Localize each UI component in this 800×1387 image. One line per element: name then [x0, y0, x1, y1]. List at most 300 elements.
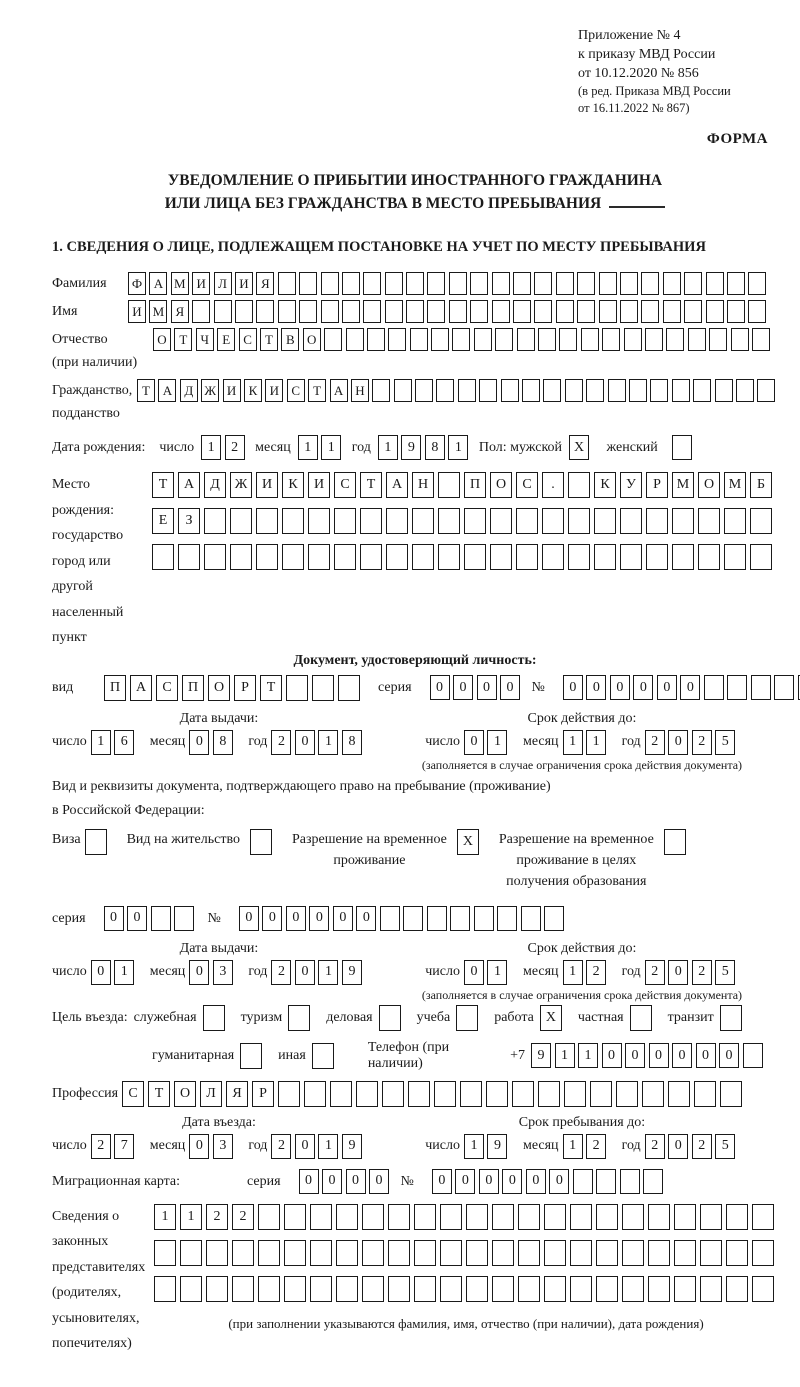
char-cell[interactable]: [648, 1240, 670, 1266]
char-cell[interactable]: 7: [114, 1134, 134, 1159]
char-cell[interactable]: П: [104, 675, 126, 701]
char-cell[interactable]: 2: [692, 730, 712, 755]
char-cell[interactable]: 1: [586, 730, 606, 755]
char-cell[interactable]: [666, 328, 684, 351]
char-cell[interactable]: [427, 272, 445, 295]
char-cell[interactable]: [464, 508, 486, 534]
expiry-day-cells[interactable]: [464, 730, 511, 755]
char-cell[interactable]: [620, 508, 642, 534]
char-cell[interactable]: 1: [563, 1134, 583, 1159]
char-cell[interactable]: 1: [154, 1204, 176, 1230]
char-cell[interactable]: А: [178, 472, 200, 498]
char-cell[interactable]: [427, 300, 445, 323]
char-cell[interactable]: [542, 544, 564, 570]
char-cell[interactable]: 1: [180, 1204, 202, 1230]
birth-day-cells[interactable]: [201, 435, 248, 460]
char-cell[interactable]: [408, 1081, 430, 1107]
char-cell[interactable]: Ж: [201, 379, 219, 402]
char-cell[interactable]: 0: [432, 1169, 452, 1194]
char-cell[interactable]: [704, 675, 724, 700]
char-cell[interactable]: [336, 1204, 358, 1230]
char-cell[interactable]: [570, 1204, 592, 1230]
char-cell[interactable]: [338, 675, 360, 701]
char-cell[interactable]: [385, 272, 403, 295]
char-cell[interactable]: 1: [378, 435, 398, 460]
char-cell[interactable]: [492, 1204, 514, 1230]
goal-tourism-checkbox[interactable]: [288, 1005, 314, 1031]
char-cell[interactable]: [206, 1276, 228, 1302]
char-cell[interactable]: М: [171, 272, 189, 295]
char-cell[interactable]: [403, 906, 423, 931]
char-cell[interactable]: 0: [500, 675, 520, 700]
char-cell[interactable]: [414, 1204, 436, 1230]
char-cell[interactable]: [346, 328, 364, 351]
char-cell[interactable]: Т: [137, 379, 155, 402]
char-cell[interactable]: [517, 328, 535, 351]
char-cell[interactable]: М: [672, 472, 694, 498]
char-cell[interactable]: [282, 508, 304, 534]
char-cell[interactable]: 0: [668, 730, 688, 755]
arrival-month-cells[interactable]: [189, 1134, 236, 1159]
char-cell[interactable]: [544, 1276, 566, 1302]
surname-cells[interactable]: [128, 272, 770, 295]
doc-kind-cells[interactable]: [104, 675, 364, 701]
char-cell[interactable]: [342, 300, 360, 323]
char-cell[interactable]: 0: [189, 960, 209, 985]
char-cell[interactable]: Т: [308, 379, 326, 402]
char-cell[interactable]: 0: [464, 960, 484, 985]
char-cell[interactable]: [522, 379, 540, 402]
char-cell[interactable]: 0: [680, 675, 700, 700]
char-cell[interactable]: 9: [487, 1134, 507, 1159]
char-cell[interactable]: [727, 272, 745, 295]
char-cell[interactable]: Я: [256, 272, 274, 295]
char-cell[interactable]: [497, 906, 517, 931]
char-cell[interactable]: [386, 544, 408, 570]
char-cell[interactable]: [388, 328, 406, 351]
char-cell[interactable]: [394, 379, 412, 402]
stay-month-cells[interactable]: [563, 1134, 610, 1159]
char-cell[interactable]: [388, 1204, 410, 1230]
char-cell[interactable]: [336, 1240, 358, 1266]
char-cell[interactable]: 0: [455, 1169, 475, 1194]
char-cell[interactable]: 0: [104, 906, 124, 931]
char-cell[interactable]: [724, 508, 746, 534]
char-cell[interactable]: [559, 328, 577, 351]
char-cell[interactable]: О: [303, 328, 321, 351]
char-cell[interactable]: К: [282, 472, 304, 498]
char-cell[interactable]: [544, 906, 564, 931]
char-cell[interactable]: [518, 1204, 540, 1230]
char-cell[interactable]: [724, 544, 746, 570]
char-cell[interactable]: 0: [602, 1043, 622, 1068]
char-cell[interactable]: [643, 1169, 663, 1194]
temp-residence-checkbox[interactable]: [457, 829, 483, 855]
char-cell[interactable]: [154, 1276, 176, 1302]
char-cell[interactable]: [406, 300, 424, 323]
char-cell[interactable]: [596, 1240, 618, 1266]
char-cell[interactable]: [321, 300, 339, 323]
char-cell[interactable]: 0: [672, 1043, 692, 1068]
char-cell[interactable]: [85, 829, 107, 855]
char-cell[interactable]: [518, 1276, 540, 1302]
char-cell[interactable]: [608, 379, 626, 402]
char-cell[interactable]: [192, 300, 210, 323]
char-cell[interactable]: [538, 1081, 560, 1107]
doc-series-cells[interactable]: [430, 675, 524, 700]
residence-number-cells[interactable]: [239, 906, 568, 931]
char-cell[interactable]: [752, 1240, 774, 1266]
migration-series-cells[interactable]: [299, 1169, 393, 1194]
char-cell[interactable]: [474, 906, 494, 931]
char-cell[interactable]: 0: [696, 1043, 716, 1068]
char-cell[interactable]: 5: [715, 960, 735, 985]
char-cell[interactable]: [490, 544, 512, 570]
char-cell[interactable]: X: [569, 435, 589, 460]
char-cell[interactable]: [308, 508, 330, 534]
char-cell[interactable]: [700, 1204, 722, 1230]
char-cell[interactable]: [154, 1240, 176, 1266]
char-cell[interactable]: 1: [563, 730, 583, 755]
representatives-cells-row3[interactable]: [154, 1276, 778, 1302]
char-cell[interactable]: [674, 1240, 696, 1266]
char-cell[interactable]: [556, 300, 574, 323]
char-cell[interactable]: 1: [487, 730, 507, 755]
char-cell[interactable]: Ч: [196, 328, 214, 351]
char-cell[interactable]: 5: [715, 1134, 735, 1159]
char-cell[interactable]: О: [208, 675, 230, 701]
char-cell[interactable]: [581, 328, 599, 351]
char-cell[interactable]: [232, 1276, 254, 1302]
char-cell[interactable]: [752, 328, 770, 351]
char-cell[interactable]: [379, 1005, 401, 1031]
char-cell[interactable]: А: [130, 675, 152, 701]
char-cell[interactable]: [479, 379, 497, 402]
char-cell[interactable]: [674, 1276, 696, 1302]
expiry-year-cells[interactable]: [645, 730, 739, 755]
char-cell[interactable]: [380, 906, 400, 931]
char-cell[interactable]: [449, 272, 467, 295]
char-cell[interactable]: [641, 300, 659, 323]
char-cell[interactable]: [594, 544, 616, 570]
char-cell[interactable]: 2: [271, 1134, 291, 1159]
char-cell[interactable]: [646, 508, 668, 534]
goal-transit-checkbox[interactable]: [720, 1005, 746, 1031]
char-cell[interactable]: [278, 300, 296, 323]
char-cell[interactable]: И: [223, 379, 241, 402]
char-cell[interactable]: [698, 508, 720, 534]
char-cell[interactable]: [743, 1043, 763, 1068]
char-cell[interactable]: [440, 1276, 462, 1302]
goal-business-checkbox[interactable]: [379, 1005, 405, 1031]
char-cell[interactable]: [672, 508, 694, 534]
char-cell[interactable]: [362, 1240, 384, 1266]
expiry-month-cells[interactable]: [563, 730, 610, 755]
char-cell[interactable]: [538, 328, 556, 351]
char-cell[interactable]: [492, 1240, 514, 1266]
char-cell[interactable]: 0: [369, 1169, 389, 1194]
char-cell[interactable]: [304, 1081, 326, 1107]
birth-month-cells[interactable]: [298, 435, 345, 460]
char-cell[interactable]: 0: [477, 675, 497, 700]
char-cell[interactable]: 2: [271, 730, 291, 755]
char-cell[interactable]: 0: [625, 1043, 645, 1068]
char-cell[interactable]: [501, 379, 519, 402]
char-cell[interactable]: [278, 1081, 300, 1107]
char-cell[interactable]: [386, 508, 408, 534]
char-cell[interactable]: [556, 272, 574, 295]
char-cell[interactable]: 2: [232, 1204, 254, 1230]
char-cell[interactable]: [230, 508, 252, 534]
char-cell[interactable]: 2: [645, 730, 665, 755]
char-cell[interactable]: С: [334, 472, 356, 498]
char-cell[interactable]: [564, 1081, 586, 1107]
char-cell[interactable]: [720, 1005, 742, 1031]
char-cell[interactable]: 1: [318, 730, 338, 755]
char-cell[interactable]: [568, 544, 590, 570]
char-cell[interactable]: [715, 379, 733, 402]
char-cell[interactable]: [412, 508, 434, 534]
char-cell[interactable]: 1: [201, 435, 221, 460]
char-cell[interactable]: [727, 675, 747, 700]
char-cell[interactable]: [616, 1081, 638, 1107]
char-cell[interactable]: [334, 544, 356, 570]
char-cell[interactable]: [299, 272, 317, 295]
char-cell[interactable]: [599, 272, 617, 295]
char-cell[interactable]: 8: [342, 730, 362, 755]
char-cell[interactable]: [330, 1081, 352, 1107]
char-cell[interactable]: [310, 1276, 332, 1302]
char-cell[interactable]: [622, 1276, 644, 1302]
char-cell[interactable]: [700, 1240, 722, 1266]
char-cell[interactable]: Н: [412, 472, 434, 498]
char-cell[interactable]: [518, 1240, 540, 1266]
char-cell[interactable]: [360, 508, 382, 534]
char-cell[interactable]: 2: [645, 960, 665, 985]
residence-issue-day-cells[interactable]: [91, 960, 138, 985]
char-cell[interactable]: [388, 1276, 410, 1302]
birth-place-cells-row1[interactable]: [152, 472, 776, 498]
char-cell[interactable]: 0: [586, 675, 606, 700]
char-cell[interactable]: [731, 328, 749, 351]
char-cell[interactable]: А: [149, 272, 167, 295]
char-cell[interactable]: [214, 300, 232, 323]
char-cell[interactable]: Т: [174, 328, 192, 351]
char-cell[interactable]: X: [457, 829, 479, 855]
goal-study-checkbox[interactable]: [456, 1005, 482, 1031]
char-cell[interactable]: [412, 544, 434, 570]
char-cell[interactable]: [256, 508, 278, 534]
char-cell[interactable]: [449, 300, 467, 323]
arrival-year-cells[interactable]: [271, 1134, 365, 1159]
char-cell[interactable]: [684, 272, 702, 295]
goal-other-checkbox[interactable]: [312, 1043, 338, 1069]
char-cell[interactable]: [521, 906, 541, 931]
char-cell[interactable]: [648, 1204, 670, 1230]
char-cell[interactable]: 9: [342, 960, 362, 985]
char-cell[interactable]: [310, 1240, 332, 1266]
char-cell[interactable]: [308, 544, 330, 570]
char-cell[interactable]: К: [244, 379, 262, 402]
char-cell[interactable]: 0: [189, 730, 209, 755]
char-cell[interactable]: 1: [318, 960, 338, 985]
char-cell[interactable]: З: [178, 508, 200, 534]
residence-expiry-day-cells[interactable]: [464, 960, 511, 985]
representatives-cells-row2[interactable]: [154, 1240, 778, 1266]
char-cell[interactable]: 0: [668, 1134, 688, 1159]
char-cell[interactable]: [577, 300, 595, 323]
char-cell[interactable]: Р: [234, 675, 256, 701]
char-cell[interactable]: [720, 1081, 742, 1107]
char-cell[interactable]: [751, 675, 771, 700]
temp-residence-education-checkbox[interactable]: [664, 829, 690, 855]
char-cell[interactable]: [568, 472, 590, 498]
char-cell[interactable]: [438, 472, 460, 498]
char-cell[interactable]: [726, 1276, 748, 1302]
birth-place-cells-row3[interactable]: [152, 544, 776, 570]
char-cell[interactable]: Р: [252, 1081, 274, 1107]
char-cell[interactable]: [460, 1081, 482, 1107]
char-cell[interactable]: [312, 675, 334, 701]
char-cell[interactable]: 1: [578, 1043, 598, 1068]
char-cell[interactable]: [641, 272, 659, 295]
char-cell[interactable]: Л: [214, 272, 232, 295]
char-cell[interactable]: [698, 544, 720, 570]
char-cell[interactable]: Т: [152, 472, 174, 498]
char-cell[interactable]: [438, 544, 460, 570]
char-cell[interactable]: [312, 1043, 334, 1069]
char-cell[interactable]: [596, 1276, 618, 1302]
char-cell[interactable]: 0: [262, 906, 282, 931]
char-cell[interactable]: 0: [346, 1169, 366, 1194]
char-cell[interactable]: [284, 1240, 306, 1266]
char-cell[interactable]: [256, 544, 278, 570]
doc-number-cells[interactable]: [563, 675, 800, 700]
char-cell[interactable]: [512, 1081, 534, 1107]
char-cell[interactable]: 0: [549, 1169, 569, 1194]
char-cell[interactable]: 0: [286, 906, 306, 931]
char-cell[interactable]: 2: [586, 960, 606, 985]
char-cell[interactable]: 0: [299, 1169, 319, 1194]
char-cell[interactable]: [534, 300, 552, 323]
char-cell[interactable]: Д: [204, 472, 226, 498]
goal-official-checkbox[interactable]: [203, 1005, 229, 1031]
char-cell[interactable]: [599, 300, 617, 323]
char-cell[interactable]: С: [287, 379, 305, 402]
char-cell[interactable]: О: [174, 1081, 196, 1107]
char-cell[interactable]: [727, 300, 745, 323]
char-cell[interactable]: X: [540, 1005, 562, 1031]
char-cell[interactable]: 0: [322, 1169, 342, 1194]
char-cell[interactable]: Л: [200, 1081, 222, 1107]
char-cell[interactable]: [706, 272, 724, 295]
char-cell[interactable]: 9: [531, 1043, 551, 1068]
char-cell[interactable]: А: [158, 379, 176, 402]
char-cell[interactable]: [748, 300, 766, 323]
char-cell[interactable]: [250, 829, 272, 855]
char-cell[interactable]: [624, 328, 642, 351]
char-cell[interactable]: [382, 1081, 404, 1107]
char-cell[interactable]: [726, 1204, 748, 1230]
char-cell[interactable]: 0: [502, 1169, 522, 1194]
char-cell[interactable]: 1: [318, 1134, 338, 1159]
char-cell[interactable]: О: [153, 328, 171, 351]
residence-issue-month-cells[interactable]: [189, 960, 236, 985]
char-cell[interactable]: [620, 300, 638, 323]
char-cell[interactable]: 0: [610, 675, 630, 700]
sex-female-checkbox[interactable]: [672, 435, 696, 460]
char-cell[interactable]: [565, 379, 583, 402]
issue-year-cells[interactable]: [271, 730, 365, 755]
char-cell[interactable]: И: [128, 300, 146, 323]
char-cell[interactable]: [174, 906, 194, 931]
char-cell[interactable]: Б: [750, 472, 772, 498]
residence-expiry-year-cells[interactable]: [645, 960, 739, 985]
char-cell[interactable]: [362, 1204, 384, 1230]
char-cell[interactable]: [342, 272, 360, 295]
char-cell[interactable]: [178, 544, 200, 570]
char-cell[interactable]: 2: [645, 1134, 665, 1159]
char-cell[interactable]: [204, 544, 226, 570]
char-cell[interactable]: Д: [180, 379, 198, 402]
char-cell[interactable]: [596, 1169, 616, 1194]
char-cell[interactable]: [629, 379, 647, 402]
char-cell[interactable]: Т: [260, 328, 278, 351]
char-cell[interactable]: 1: [555, 1043, 575, 1068]
char-cell[interactable]: [286, 675, 308, 701]
visa-checkbox[interactable]: [85, 829, 111, 855]
char-cell[interactable]: [516, 544, 538, 570]
char-cell[interactable]: [464, 544, 486, 570]
char-cell[interactable]: [458, 379, 476, 402]
char-cell[interactable]: [356, 1081, 378, 1107]
char-cell[interactable]: 2: [586, 1134, 606, 1159]
char-cell[interactable]: [450, 906, 470, 931]
char-cell[interactable]: [363, 300, 381, 323]
char-cell[interactable]: П: [182, 675, 204, 701]
char-cell[interactable]: [427, 906, 447, 931]
char-cell[interactable]: Р: [646, 472, 668, 498]
char-cell[interactable]: [415, 379, 433, 402]
char-cell[interactable]: [385, 300, 403, 323]
char-cell[interactable]: 1: [321, 435, 341, 460]
char-cell[interactable]: 0: [479, 1169, 499, 1194]
char-cell[interactable]: 1: [487, 960, 507, 985]
char-cell[interactable]: А: [330, 379, 348, 402]
char-cell[interactable]: 0: [526, 1169, 546, 1194]
char-cell[interactable]: 0: [464, 730, 484, 755]
char-cell[interactable]: [372, 379, 390, 402]
char-cell[interactable]: А: [386, 472, 408, 498]
char-cell[interactable]: И: [256, 472, 278, 498]
char-cell[interactable]: У: [620, 472, 642, 498]
char-cell[interactable]: [750, 508, 772, 534]
char-cell[interactable]: 8: [213, 730, 233, 755]
char-cell[interactable]: [362, 1276, 384, 1302]
citizenship-cells[interactable]: [137, 379, 779, 402]
char-cell[interactable]: 0: [333, 906, 353, 931]
char-cell[interactable]: [577, 272, 595, 295]
char-cell[interactable]: [750, 544, 772, 570]
char-cell[interactable]: Е: [152, 508, 174, 534]
migration-number-cells[interactable]: [432, 1169, 667, 1194]
char-cell[interactable]: 0: [430, 675, 450, 700]
char-cell[interactable]: [466, 1276, 488, 1302]
arrival-day-cells[interactable]: [91, 1134, 138, 1159]
char-cell[interactable]: 1: [448, 435, 468, 460]
residence-permit-checkbox[interactable]: [250, 829, 276, 855]
char-cell[interactable]: [321, 272, 339, 295]
